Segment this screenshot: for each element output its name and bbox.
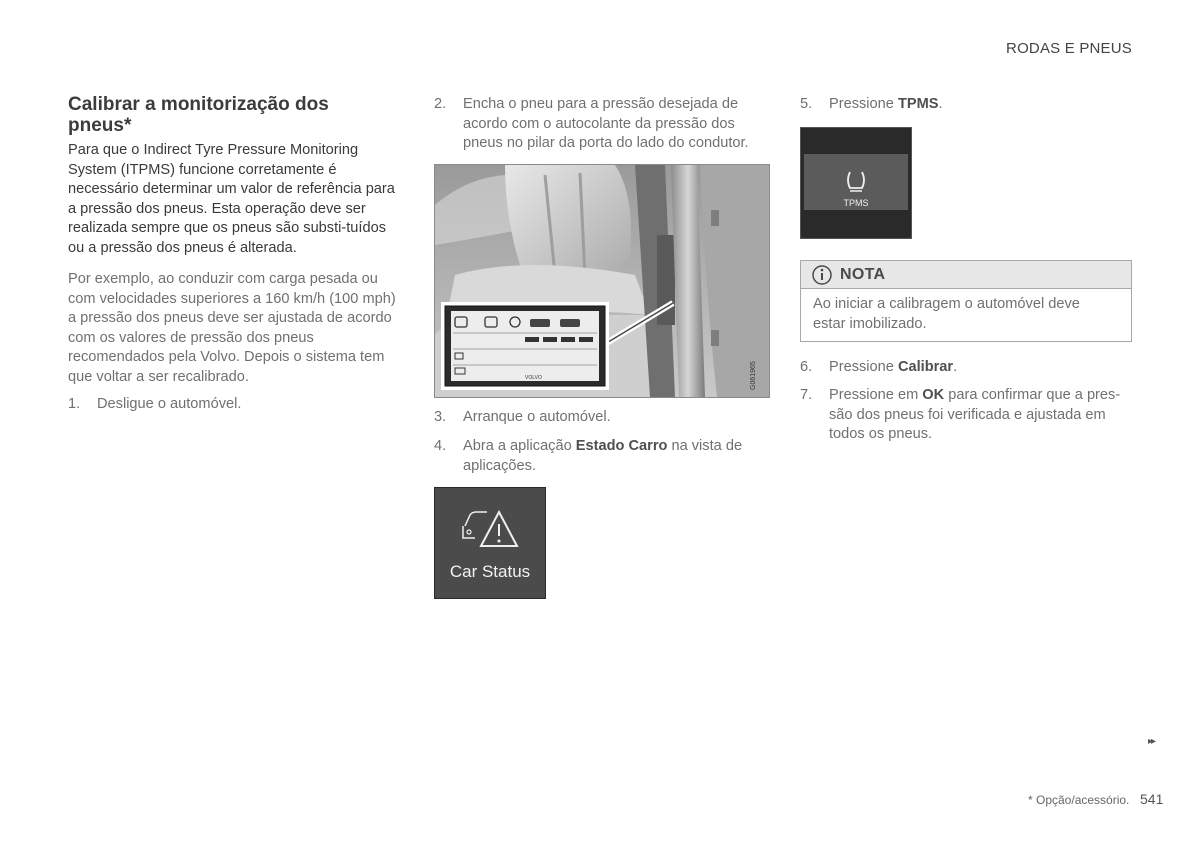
photo-code: G061965 — [750, 361, 757, 390]
step-number: 3. — [434, 409, 447, 425]
note-title: NOTA — [840, 266, 886, 283]
intro-paragraph: Para que o Indirect Tyre Pressure Monitoring System (ITPMS) funcione corretamente é necessário determinar um valor de referência para a pressão dos pneus. Esta operação deve ser realizada sempre que os pneus são substi-tuídos ou a pressão dos pneus é alterada. — [68, 142, 395, 256]
continue-arrow-icon: ▸▸ — [1148, 736, 1155, 747]
step-text: Pressione TPMS. — [829, 96, 943, 112]
sticker-brand-text: VOLVO — [525, 375, 542, 381]
tpms-button-image — [800, 127, 912, 239]
step-text: Encha o pneu para a pressão desejada de acordo com o autocolante da pressão dos pneus no pilar da porta do lado do condutor. — [463, 96, 749, 152]
section-header: RODAS E PNEUS — [1006, 40, 1132, 57]
step-number: 2. — [434, 96, 447, 112]
tyre-pressure-icon — [804, 154, 908, 194]
step-text: Arranque o automóvel. — [463, 409, 611, 425]
step-number: 6. — [800, 359, 813, 375]
footnote: * Opção/acessório. — [1028, 793, 1130, 807]
page-number: 541 — [1140, 791, 1164, 807]
car-status-label: Car Status — [449, 562, 531, 581]
car-warning-icon — [435, 488, 545, 558]
door-pillar-illustration — [435, 165, 769, 397]
door-pillar-photo — [434, 164, 770, 398]
button-name: Calibrar — [897, 359, 954, 375]
step-number: 5. — [800, 96, 813, 112]
page-title: Calibrar a monitorização dos pneus* — [68, 94, 329, 136]
info-icon — [811, 264, 833, 286]
button-name: OK — [922, 387, 945, 403]
step-text: Pressione em OK para confirmar que a pres-são dos pneus foi verificada e ajustada em todos os pneus. — [829, 387, 1121, 443]
step-number: 7. — [800, 387, 813, 403]
note-header — [801, 261, 1131, 289]
step-number: 1. — [68, 396, 81, 412]
app-name: Estado Carro — [575, 438, 668, 454]
car-status-app-tile — [434, 487, 546, 599]
step-number: 4. — [434, 438, 447, 454]
note-text: Ao iniciar a calibragem o automóvel deve estar imobilizado. — [813, 296, 1080, 332]
tpms-label: TPMS — [843, 198, 869, 208]
example-paragraph: Por exemplo, ao conduzir com carga pesada ou com velocidades superiores a 160 km/h (100 mph) a pressão dos pneus deve ser ajustada de acordo com os valores de pressão dos pneus recomendados pela Volvo. Depois o sistema tem que voltar a ser recalibrado. — [68, 271, 396, 385]
step-text: Desligue o automóvel. — [97, 396, 242, 412]
tpms-tile — [804, 154, 908, 210]
step-text: Abra a aplicação Estado Carro na vista de aplicações. — [463, 438, 743, 474]
button-name: TPMS — [897, 96, 939, 112]
note-box — [800, 260, 1132, 342]
step-text: Pressione Calibrar. — [829, 359, 958, 375]
